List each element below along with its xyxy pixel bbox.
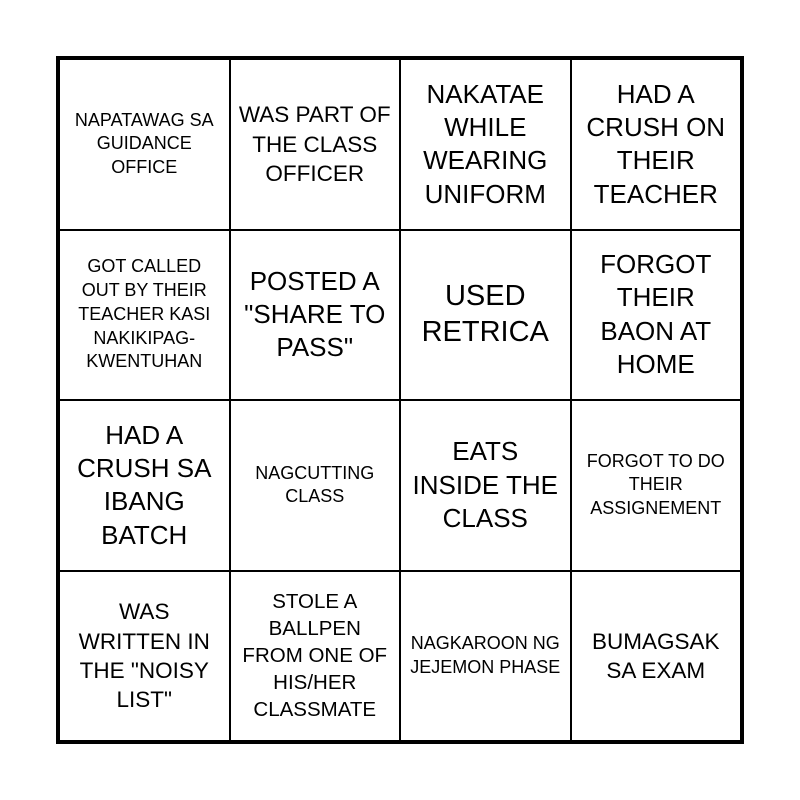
bingo-cell-text: WAS WRITTEN IN THE "NOISY LIST" [78, 599, 210, 712]
bingo-cell-r2c2[interactable] [230, 230, 401, 401]
bingo-cell-text: BUMAGSAK SA EXAM [591, 628, 720, 683]
bingo-cell-r3c3[interactable] [400, 400, 571, 571]
bingo-cell-r4c1[interactable] [59, 571, 230, 742]
bingo-board [56, 56, 744, 744]
bingo-cell-text: NAGCUTTING CLASS [255, 462, 375, 507]
bingo-cell-text: POSTED A "SHARE TO PASS" [244, 265, 386, 363]
bingo-cell-text: HAD A CRUSH ON THEIR TEACHER [586, 78, 726, 209]
bingo-cell-r4c4[interactable] [571, 571, 742, 742]
bingo-cell-text: WAS PART OF THE CLASS OFFICER [238, 102, 391, 186]
bingo-cell-r4c2[interactable] [230, 571, 401, 742]
bingo-cell-text: GOT CALLED OUT BY THEIR TEACHER KASI NAKIKIPAG-KWENTUHAN [78, 256, 211, 372]
bingo-cell-r4c3[interactable] [400, 571, 571, 742]
bingo-cell-r1c3[interactable] [400, 59, 571, 230]
bingo-cell-text: NAGKAROON NG JEJEMON PHASE [410, 633, 561, 677]
bingo-cell-r3c1[interactable] [59, 400, 230, 571]
bingo-cell-r1c4[interactable] [571, 59, 742, 230]
bingo-cell-text: EATS INSIDE THE CLASS [412, 436, 558, 533]
bingo-cell-r3c2[interactable] [230, 400, 401, 571]
bingo-cell-r3c4[interactable] [571, 400, 742, 571]
bingo-cell-r2c1[interactable] [59, 230, 230, 401]
bingo-cell-r1c2[interactable] [230, 59, 401, 230]
bingo-cell-text: FORGOT TO DO THEIR ASSIGNEMENT [586, 450, 725, 519]
bingo-cell-r2c3[interactable] [400, 230, 571, 401]
bingo-cell-r2c4[interactable] [571, 230, 742, 401]
bingo-cell-text: STOLE A BALLPEN FROM ONE OF HIS/HER CLASSMATE [242, 590, 388, 722]
bingo-cell-text: NAKATAE WHILE WEARING UNIFORM [423, 78, 548, 209]
bingo-cell-text: FORGOT THEIR BAON AT HOME [600, 249, 712, 380]
bingo-cell-r1c1[interactable] [59, 59, 230, 230]
bingo-cell-text: HAD A CRUSH SA IBANG BATCH [77, 419, 212, 550]
bingo-cell-text: NAPATAWAG SA GUIDANCE OFFICE [74, 109, 214, 178]
bingo-cell-text: USED RETRICA [421, 279, 549, 348]
